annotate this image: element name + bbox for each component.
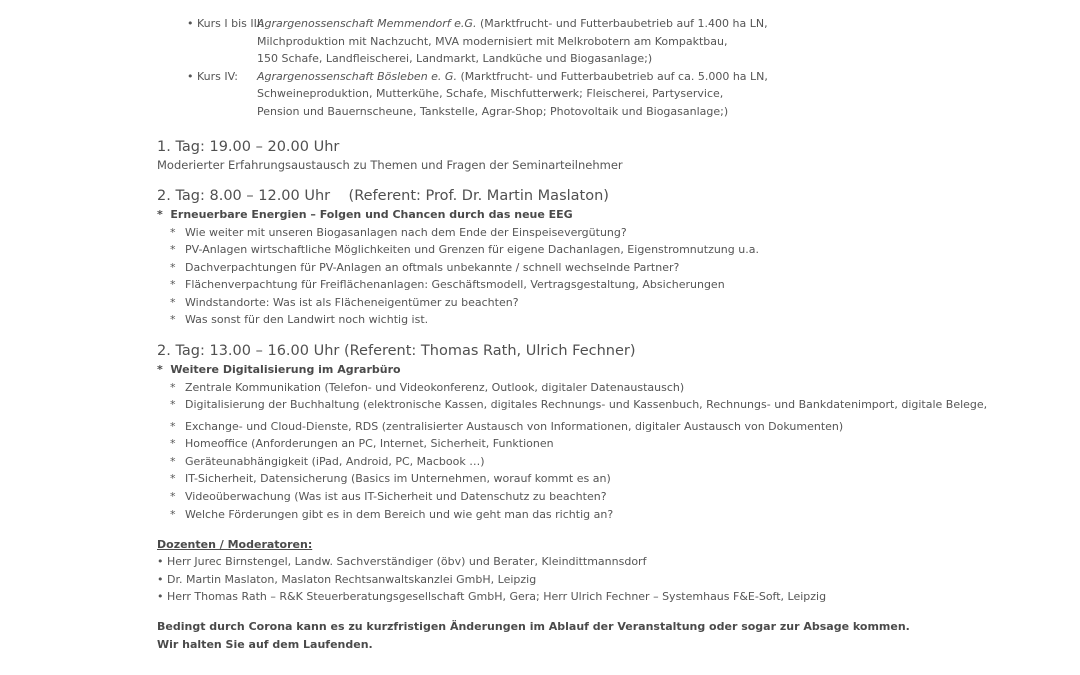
list-item: [157, 470, 1057, 488]
star-bullet: *: [170, 507, 176, 521]
list-item-text: PV-Anlagen wirtschaftliche Möglichkeiten und Grenzen für eigene Dachanlagen, Eigenstromnutzung u.a.: [185, 243, 759, 257]
list-item: [157, 276, 1057, 294]
star-bullet: *: [170, 313, 176, 327]
list-item: [157, 311, 1057, 329]
course-label: Kurs IV:: [197, 69, 238, 83]
list-item-text: Was sonst für den Landwirt noch wichtig ist.: [185, 313, 429, 327]
course-line: 150 Schafe, Landfleischerei, Landmarkt, Landküche und Biogasanlage;): [257, 52, 653, 65]
day1-text: Moderierter Erfahrungsaustausch zu Themen und Fragen der Seminarteilnehmer: [157, 158, 623, 172]
list-item-text: Geräteunabhängigkeit (iPad, Android, PC, Macbook …): [185, 454, 485, 468]
list-item: [157, 453, 1057, 471]
list-item: [157, 418, 1057, 436]
list-item-text: Exchange- und Cloud-Dienste, RDS (zentralisierter Austausch von Informationen, digitaler Austausch von Dokumenten): [185, 419, 844, 433]
list-item-text: Flächenverpachtung für Freiflächenanlagen: Geschäftsmodell, Vertragsgestaltung, Absicherungen: [185, 278, 725, 292]
list-item: [157, 294, 1057, 312]
list-item-text: Welche Förderungen gibt es in dem Bereich und wie geht man das richtig an?: [185, 507, 614, 521]
course-line: Pension und Bauernscheune, Tankstelle, Agrar-Shop; Photovoltaik und Biogasanlage;): [257, 104, 729, 118]
dozent-item: • Dr. Martin Maslaton, Maslaton Rechtsanwaltskanzlei GmbH, Leipzig: [157, 572, 537, 586]
star-bullet: *: [170, 472, 176, 486]
bullet: •: [187, 69, 194, 83]
star-bullet: *: [170, 419, 176, 433]
list-item: [157, 241, 1057, 259]
course-item: [187, 68, 1067, 121]
course-farm-name: Agrargenossenschaft Memmendorf e.G.: [257, 17, 477, 30]
day1-section: [157, 137, 1057, 174]
star-bullet: *: [170, 260, 176, 274]
list-item: [157, 435, 1057, 453]
notice-section: [157, 618, 1057, 653]
list-item-text: Wie weiter mit unseren Biogasanlagen nach dem Ende der Einspeisevergütung?: [185, 225, 627, 239]
dozenten-section: [157, 536, 1057, 606]
list-item: [157, 488, 1057, 506]
course-description: (Marktfrucht- und Futterbaubetrieb auf 1.400 ha LN,: [479, 17, 768, 30]
star-bullet: *: [170, 490, 176, 504]
day2-morning-list: [157, 224, 1057, 330]
day2-afternoon-topic: * Weitere Digitalisierung im Agrarbüro: [157, 363, 401, 376]
day2-afternoon-section: [157, 341, 1057, 523]
dozenten-title: Dozenten / Moderatoren:: [157, 538, 313, 551]
day2-morning-heading: 2. Tag: 8.00 – 12.00 Uhr (Referent: Prof. Dr. Martin Maslaton): [157, 188, 609, 204]
course-line: [257, 15, 1067, 33]
course-line: [257, 68, 1067, 86]
bullet: •: [187, 17, 194, 30]
day2-morning-topic: * Erneuerbare Energien – Folgen und Chancen durch das neue EEG: [157, 208, 573, 221]
star-bullet: *: [170, 243, 176, 257]
star-bullet: *: [170, 295, 176, 309]
course-description: (Marktfrucht- und Futterbaubetrieb auf ca. 5.000 ha LN,: [460, 69, 768, 83]
course-line: Schweineproduktion, Mutterkühe, Schafe, Mischfutterwerk; Fleischerei, Partyservice,: [257, 87, 724, 100]
star-bullet: *: [170, 380, 176, 394]
list-item-text: Homeoffice (Anforderungen an PC, Internet, Sicherheit, Funktionen: [185, 437, 554, 451]
dozent-item: • Herr Jurec Birnstengel, Landw. Sachverständiger (öbv) und Berater, Kleindittmannsdorf: [157, 555, 647, 568]
list-item-text: Digitalisierung der Buchhaltung (elektronische Kassen, digitales Rechnungs- und Kassenbuch, Rechnungs- und Bankdatenimport, digitale Belege,: [185, 398, 988, 412]
day2-afternoon-heading: 2. Tag: 13.00 – 16.00 Uhr (Referent: Thomas Rath, Ulrich Fechner): [157, 343, 636, 359]
day2-afternoon-list: [157, 379, 1057, 524]
star-bullet: *: [170, 225, 176, 239]
day2-morning-section: [157, 186, 1057, 329]
course-item: [187, 15, 1067, 68]
list-item-text: IT-Sicherheit, Datensicherung (Basics im Unternehmen, worauf kommt es an): [185, 472, 611, 486]
star-bullet: *: [170, 398, 176, 412]
day1-heading: 1. Tag: 19.00 – 20.00 Uhr: [157, 139, 340, 155]
star-bullet: *: [170, 278, 176, 292]
list-item-text: Dachverpachtungen für PV-Anlagen an oftmals unbekannte / schnell wechselnde Partner?: [185, 260, 680, 274]
course-label: Kurs I bis III:: [197, 17, 264, 30]
notice-line: Wir halten Sie auf dem Laufenden.: [157, 637, 373, 651]
list-item: [157, 396, 1057, 414]
notice-line: Bedingt durch Corona kann es zu kurzfristigen Änderungen im Ablauf der Veranstaltung oder sogar zur Absage kommen.: [157, 620, 910, 633]
course-list: [187, 15, 1067, 120]
star-bullet: *: [170, 454, 176, 468]
star-bullet: *: [170, 437, 176, 451]
list-item-text: Zentrale Kommunikation (Telefon- und Videokonferenz, Outlook, digitaler Datenaustausch): [185, 380, 685, 394]
list-item-text: Windstandorte: Was ist als Flächeneigentümer zu beachten?: [185, 295, 519, 309]
list-item: [157, 506, 1057, 524]
list-item: [157, 224, 1057, 242]
list-item-text: Videoüberwachung (Was ist aus IT-Sicherheit und Datenschutz zu beachten?: [185, 490, 607, 504]
list-item: [157, 259, 1057, 277]
course-line: Milchproduktion mit Nachzucht, MVA modernisiert mit Melkrobotern am Kompaktbau,: [257, 34, 728, 48]
dozent-item: • Herr Thomas Rath – R&K Steuerberatungsgesellschaft GmbH, Gera; Herr Ulrich Fechner – Systemhaus F&E-Soft, Leipzig: [157, 590, 827, 603]
dozenten-list: [157, 553, 1057, 606]
course-farm-name: Agrargenossenschaft Bösleben e. G.: [257, 69, 457, 83]
list-item: [157, 379, 1057, 397]
